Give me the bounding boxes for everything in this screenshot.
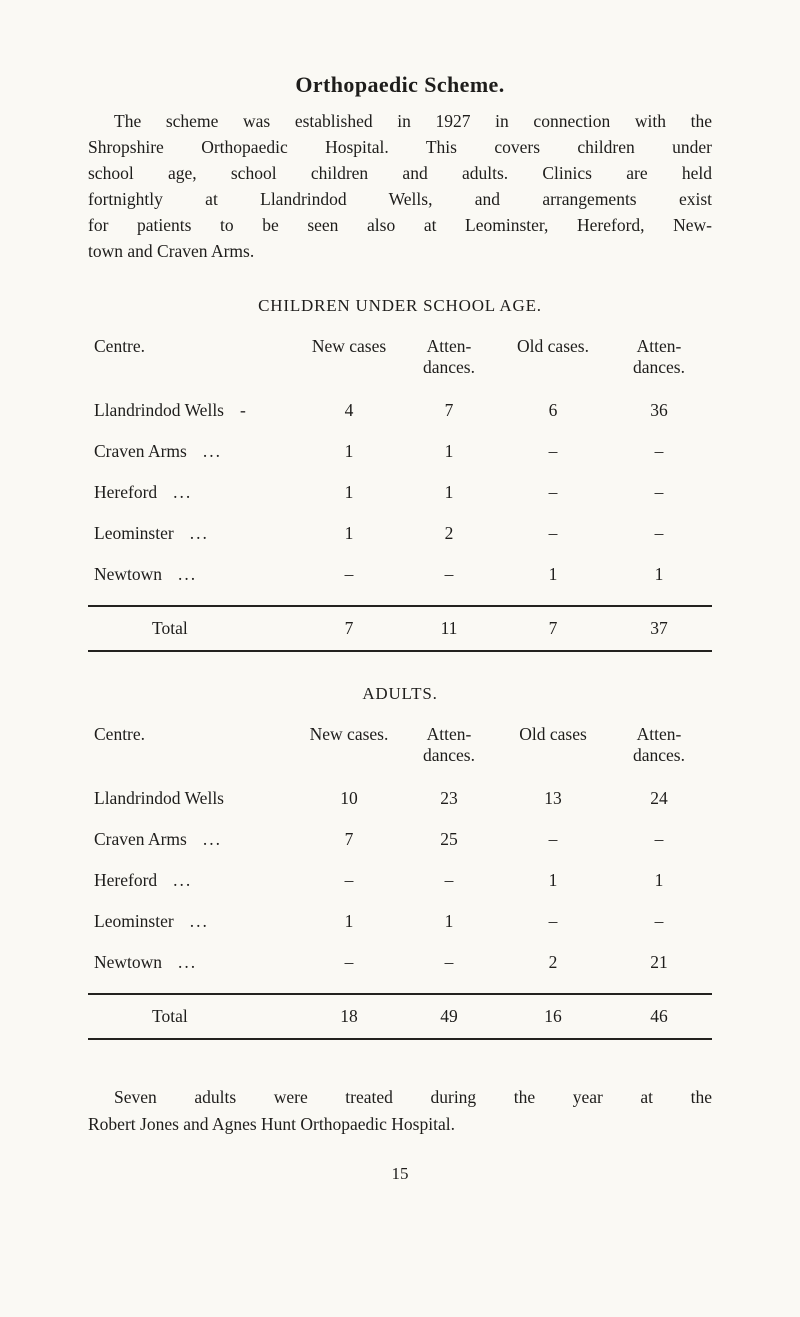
paragraph-line: fortnightly at Llandrindod Wells, and arrangements exist (88, 189, 712, 209)
table-row (88, 482, 712, 503)
centre-name: Llandrindod Wells (94, 788, 224, 808)
total-attendances: 49 (440, 1006, 458, 1026)
old-cases-cell: 13 (544, 788, 562, 808)
paragraph-line: Robert Jones and Agnes Hunt Orthopaedic Hospital. (88, 1114, 455, 1134)
intro-paragraph (88, 108, 712, 264)
dot-leader: ... (189, 911, 209, 931)
table-row (88, 564, 712, 585)
attendances-header-top: Atten- (636, 336, 682, 356)
centre-cell (88, 788, 300, 809)
attendances-header-bottom: dances. (633, 745, 685, 765)
dot-leader: - (240, 400, 248, 420)
new-cases-cell: 1 (344, 911, 354, 931)
col-header-new-cases: New cases (311, 336, 387, 356)
dot-leader: ... (173, 482, 193, 502)
centre-name: Hereford (94, 870, 158, 890)
attendances-header-top: Atten- (636, 724, 682, 744)
paragraph-line: school age, school children and adults. Clinics are held (88, 163, 712, 183)
col-header-attendances-2 (606, 724, 712, 766)
page-title: Orthopaedic Scheme. (295, 72, 505, 97)
adults-section-heading: ADULTS. (362, 684, 438, 703)
centre-cell (88, 441, 300, 462)
attendances-cell: 25 (440, 829, 458, 849)
new-cases-cell: 7 (344, 829, 354, 849)
new-cases-cell: 4 (344, 400, 354, 420)
attendances-cell: 2 (444, 523, 454, 543)
adults-table-header (88, 724, 712, 766)
attendances-header-bottom: dances. (423, 357, 475, 377)
paragraph-line: town and Craven Arms. (88, 241, 255, 261)
centre-cell (88, 482, 300, 503)
attendances-cell: – (444, 952, 454, 972)
dot-leader: ... (178, 952, 198, 972)
attendances-cell: – (444, 564, 454, 584)
children-table (88, 336, 712, 652)
col-header-centre: Centre. (94, 724, 146, 744)
attendances-header-bottom: dances. (423, 745, 475, 765)
old-cases-cell: – (548, 482, 558, 502)
old-cases-cell: 1 (548, 564, 558, 584)
attendances-cell: 1 (444, 482, 454, 502)
total-old-cases: 7 (548, 618, 558, 638)
paragraph-line: The scheme was established in 1927 in connection with the (114, 111, 712, 131)
attendances-cell: – (654, 523, 664, 543)
centre-cell (88, 911, 300, 932)
table-row (88, 523, 712, 544)
attendances-cell: 36 (650, 400, 668, 420)
centre-name: Craven Arms (94, 829, 187, 849)
attendances-cell: 7 (444, 400, 454, 420)
table-row (88, 911, 712, 932)
new-cases-cell: 1 (344, 441, 354, 461)
attendances-cell: 1 (654, 870, 664, 890)
new-cases-cell: 1 (344, 482, 354, 502)
table-row (88, 829, 712, 850)
old-cases-cell: 1 (548, 870, 558, 890)
new-cases-cell: 10 (340, 788, 358, 808)
centre-cell (88, 523, 300, 544)
total-attendances: 46 (650, 1006, 668, 1026)
attendances-header-bottom: dances. (633, 357, 685, 377)
centre-cell (88, 829, 300, 850)
table-row (88, 441, 712, 462)
col-header-new-cases: New cases. (309, 724, 389, 744)
dot-leader: ... (202, 441, 222, 461)
col-header-attendances-2 (606, 336, 712, 378)
col-header-attendances-1 (398, 336, 500, 378)
attendances-cell: – (654, 829, 664, 849)
paragraph-line: Seven adults were treated during the year at the (114, 1087, 712, 1107)
table-row (88, 788, 712, 809)
centre-name: Llandrindod Wells (94, 400, 224, 420)
paragraph-line: for patients to be seen also at Leominster, Hereford, New- (88, 215, 712, 235)
old-cases-cell: – (548, 441, 558, 461)
attendances-cell: 21 (650, 952, 668, 972)
attendances-cell: – (654, 911, 664, 931)
table-row (88, 870, 712, 891)
page-number: 15 (391, 1164, 409, 1183)
total-label: Total (152, 1006, 188, 1026)
old-cases-cell: 6 (548, 400, 558, 420)
dot-leader: ... (173, 870, 193, 890)
col-header-attendances-1 (398, 724, 500, 766)
attendances-header-top: Atten- (426, 724, 472, 744)
dot-leader: ... (202, 829, 222, 849)
total-old-cases: 16 (544, 1006, 562, 1026)
new-cases-cell: – (344, 870, 354, 890)
table-row (88, 952, 712, 973)
centre-cell (88, 564, 300, 585)
attendances-cell: – (654, 441, 664, 461)
children-section-heading: CHILDREN UNDER SCHOOL AGE. (258, 296, 542, 315)
table-row (88, 400, 712, 421)
centre-name: Leominster (94, 911, 174, 931)
total-new-cases: 18 (340, 1006, 358, 1026)
total-new-cases: 7 (344, 618, 354, 638)
centre-name: Leominster (94, 523, 174, 543)
attendances-cell: 24 (650, 788, 668, 808)
centre-name: Newtown (94, 564, 163, 584)
attendances-cell: 1 (444, 911, 454, 931)
old-cases-cell: – (548, 829, 558, 849)
closing-paragraph (88, 1084, 712, 1138)
old-cases-cell: 2 (548, 952, 558, 972)
attendances-cell: 1 (654, 564, 664, 584)
children-table-header (88, 336, 712, 378)
col-header-old-cases: Old cases. (517, 336, 589, 356)
adults-total-row (88, 993, 712, 1040)
old-cases-cell: – (548, 523, 558, 543)
attendances-cell: 23 (440, 788, 458, 808)
attendances-cell: – (444, 870, 454, 890)
new-cases-cell: – (344, 952, 354, 972)
total-attendances: 37 (650, 618, 668, 638)
col-header-centre: Centre. (94, 336, 146, 356)
total-attendances: 11 (440, 618, 458, 638)
new-cases-cell: – (344, 564, 354, 584)
children-total-row (88, 605, 712, 652)
old-cases-cell: – (548, 911, 558, 931)
adults-table (88, 724, 712, 1040)
attendances-header-top: Atten- (426, 336, 472, 356)
centre-cell (88, 400, 300, 421)
centre-cell (88, 870, 300, 891)
dot-leader: ... (189, 523, 209, 543)
new-cases-cell: 1 (344, 523, 354, 543)
col-header-old-cases: Old cases (519, 724, 587, 744)
centre-name: Hereford (94, 482, 158, 502)
paragraph-line: Shropshire Orthopaedic Hospital. This covers children under (88, 137, 712, 157)
dot-leader: ... (178, 564, 198, 584)
total-label: Total (152, 618, 188, 638)
centre-name: Craven Arms (94, 441, 187, 461)
attendances-cell: 1 (444, 441, 454, 461)
attendances-cell: – (654, 482, 664, 502)
centre-name: Newtown (94, 952, 163, 972)
centre-cell (88, 952, 300, 973)
